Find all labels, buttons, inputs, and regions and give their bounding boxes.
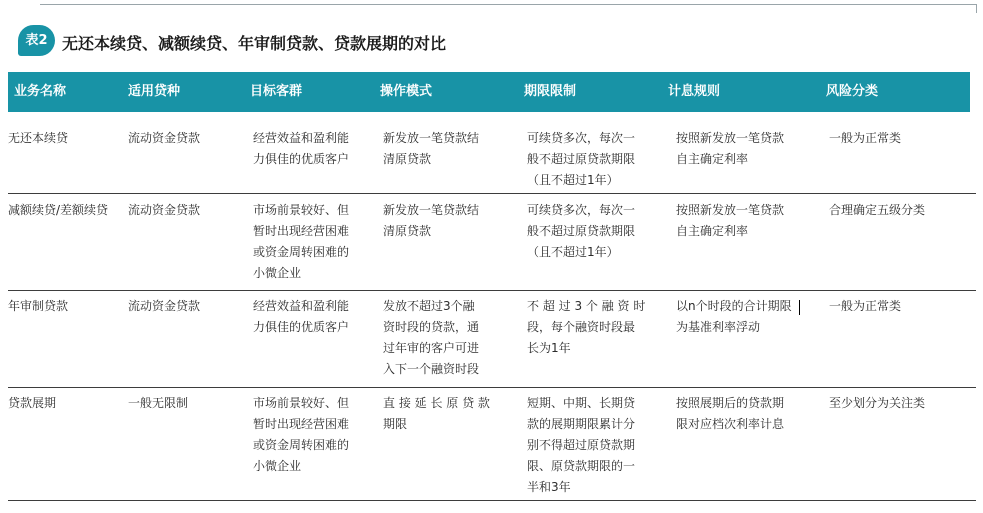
cell-line: 限、原贷款期限的一 bbox=[527, 459, 636, 473]
cell-line: 市场前景较好、但 bbox=[253, 396, 350, 410]
cell-line: 无还本续贷 bbox=[8, 131, 69, 145]
cell-line: 发放不超过3个融 bbox=[383, 299, 475, 313]
header-term: 期限限制 bbox=[524, 84, 577, 99]
row-divider bbox=[8, 387, 976, 388]
cell-risk bbox=[829, 128, 901, 149]
cell-line: 可续贷多次，每次一 bbox=[527, 203, 636, 217]
header-target: 目标客群 bbox=[250, 84, 303, 99]
table-header bbox=[8, 72, 970, 112]
cell-line: 长为1年 bbox=[527, 341, 571, 355]
cell-line: 不 超 过 3 个 融 资 时 bbox=[527, 299, 646, 313]
cell-term bbox=[527, 296, 645, 359]
cell-line: 或资金周转困难的 bbox=[253, 245, 350, 259]
row-divider bbox=[8, 290, 976, 291]
cell-term bbox=[527, 128, 635, 191]
cell-line: 清原贷款 bbox=[383, 224, 432, 238]
cell-line: 经营效益和盈利能 bbox=[253, 299, 350, 313]
cell-line: 力俱佳的优质客户 bbox=[253, 320, 350, 334]
cell-line: 限对应档次利率计息 bbox=[676, 417, 785, 431]
cell-line: 别不得超过原贷款期 bbox=[527, 438, 636, 452]
cell-interest bbox=[676, 296, 792, 338]
cell-loan-type bbox=[128, 200, 200, 221]
cell-name bbox=[8, 393, 56, 414]
header-loan-type: 适用贷种 bbox=[128, 84, 181, 99]
cell-target bbox=[253, 393, 349, 477]
cell-interest bbox=[676, 200, 784, 242]
cell-risk bbox=[829, 296, 901, 317]
text-caret bbox=[799, 300, 800, 315]
cell-line: 合理确定五级分类 bbox=[829, 203, 926, 217]
cell-interest bbox=[676, 128, 784, 170]
top-rule-cap bbox=[976, 4, 977, 13]
cell-line: 市场前景较好、但 bbox=[253, 203, 350, 217]
cell-line: 为基准利率浮动 bbox=[676, 320, 761, 334]
cell-target bbox=[253, 128, 349, 170]
cell-name bbox=[8, 296, 68, 317]
cell-line: （且不超过1年） bbox=[527, 173, 619, 187]
cell-line: 般不超过原贷款期限 bbox=[527, 152, 636, 166]
cell-line: 资时段的贷款，通 bbox=[383, 320, 480, 334]
cell-line: 至少划分为关注类 bbox=[829, 396, 926, 410]
table-title: 无还本续贷、减额续贷、年审制贷款、贷款展期的对比 bbox=[62, 34, 447, 53]
cell-line: 流动资金贷款 bbox=[128, 203, 201, 217]
cell-target bbox=[253, 296, 349, 338]
cell-line: 自主确定利率 bbox=[676, 152, 749, 166]
cell-line: （且不超过1年） bbox=[527, 245, 619, 259]
cell-line: 以n个时段的合计期限 bbox=[676, 299, 792, 313]
cell-mode bbox=[383, 393, 490, 435]
header-mode: 操作模式 bbox=[380, 84, 433, 99]
cell-target bbox=[253, 200, 349, 284]
cell-line: 按照新发放一笔贷款 bbox=[676, 203, 785, 217]
cell-line: 力俱佳的优质客户 bbox=[253, 152, 350, 166]
cell-line: 暂时出现经营困难 bbox=[253, 224, 350, 238]
cell-line: 款的展期期限累计分 bbox=[527, 417, 636, 431]
cell-line: 短期、中期、长期贷 bbox=[527, 396, 636, 410]
cell-mode bbox=[383, 296, 479, 380]
row-divider bbox=[8, 500, 976, 501]
cell-line: 减额续贷/差额续贷 bbox=[8, 203, 109, 217]
cell-line: 按照新发放一笔贷款 bbox=[676, 131, 785, 145]
cell-mode bbox=[383, 128, 479, 170]
cell-line: 半和3年 bbox=[527, 480, 571, 494]
cell-line: 流动资金贷款 bbox=[128, 131, 201, 145]
cell-line: 暂时出现经营困难 bbox=[253, 417, 350, 431]
cell-loan-type bbox=[128, 296, 200, 317]
cell-line: 可续贷多次，每次一 bbox=[527, 131, 636, 145]
cell-line: 一般无限制 bbox=[128, 396, 189, 410]
cell-line: 小微企业 bbox=[253, 459, 302, 473]
cell-line: 段，每个融资时段最 bbox=[527, 320, 636, 334]
cell-line: 一般为正常类 bbox=[829, 299, 902, 313]
row-divider bbox=[8, 193, 976, 194]
cell-risk bbox=[829, 200, 925, 221]
cell-line: 按照展期后的贷款期 bbox=[676, 396, 785, 410]
cell-line: 小微企业 bbox=[253, 266, 302, 280]
cell-term bbox=[527, 200, 635, 263]
cell-line: 年审制贷款 bbox=[8, 299, 69, 313]
cell-line: 般不超过原贷款期限 bbox=[527, 224, 636, 238]
cell-line: 过年审的客户可进 bbox=[383, 341, 480, 355]
header-risk: 风险分类 bbox=[826, 84, 879, 99]
cell-line: 直 接 延 长 原 贷 款 bbox=[383, 396, 490, 410]
cell-term bbox=[527, 393, 635, 498]
cell-line: 经营效益和盈利能 bbox=[253, 131, 350, 145]
cell-line: 自主确定利率 bbox=[676, 224, 749, 238]
header-interest: 计息规则 bbox=[668, 84, 721, 99]
cell-line: 贷款展期 bbox=[8, 396, 57, 410]
cell-line: 流动资金贷款 bbox=[128, 299, 201, 313]
cell-risk bbox=[829, 393, 925, 414]
cell-line: 期限 bbox=[383, 417, 408, 431]
cell-name bbox=[8, 200, 108, 221]
top-rule bbox=[40, 4, 976, 5]
cell-loan-type bbox=[128, 393, 188, 414]
header-name: 业务名称 bbox=[14, 84, 67, 99]
cell-line: 一般为正常类 bbox=[829, 131, 902, 145]
cell-name bbox=[8, 128, 68, 149]
cell-line: 新发放一笔贷款结 bbox=[383, 203, 480, 217]
cell-interest bbox=[676, 393, 784, 435]
cell-line: 清原贷款 bbox=[383, 152, 432, 166]
cell-mode bbox=[383, 200, 479, 242]
table-badge: 表2 bbox=[18, 25, 55, 56]
cell-line: 入下一个融资时段 bbox=[383, 362, 480, 376]
cell-line: 或资金周转困难的 bbox=[253, 438, 350, 452]
cell-line: 新发放一笔贷款结 bbox=[383, 131, 480, 145]
cell-loan-type bbox=[128, 128, 200, 149]
